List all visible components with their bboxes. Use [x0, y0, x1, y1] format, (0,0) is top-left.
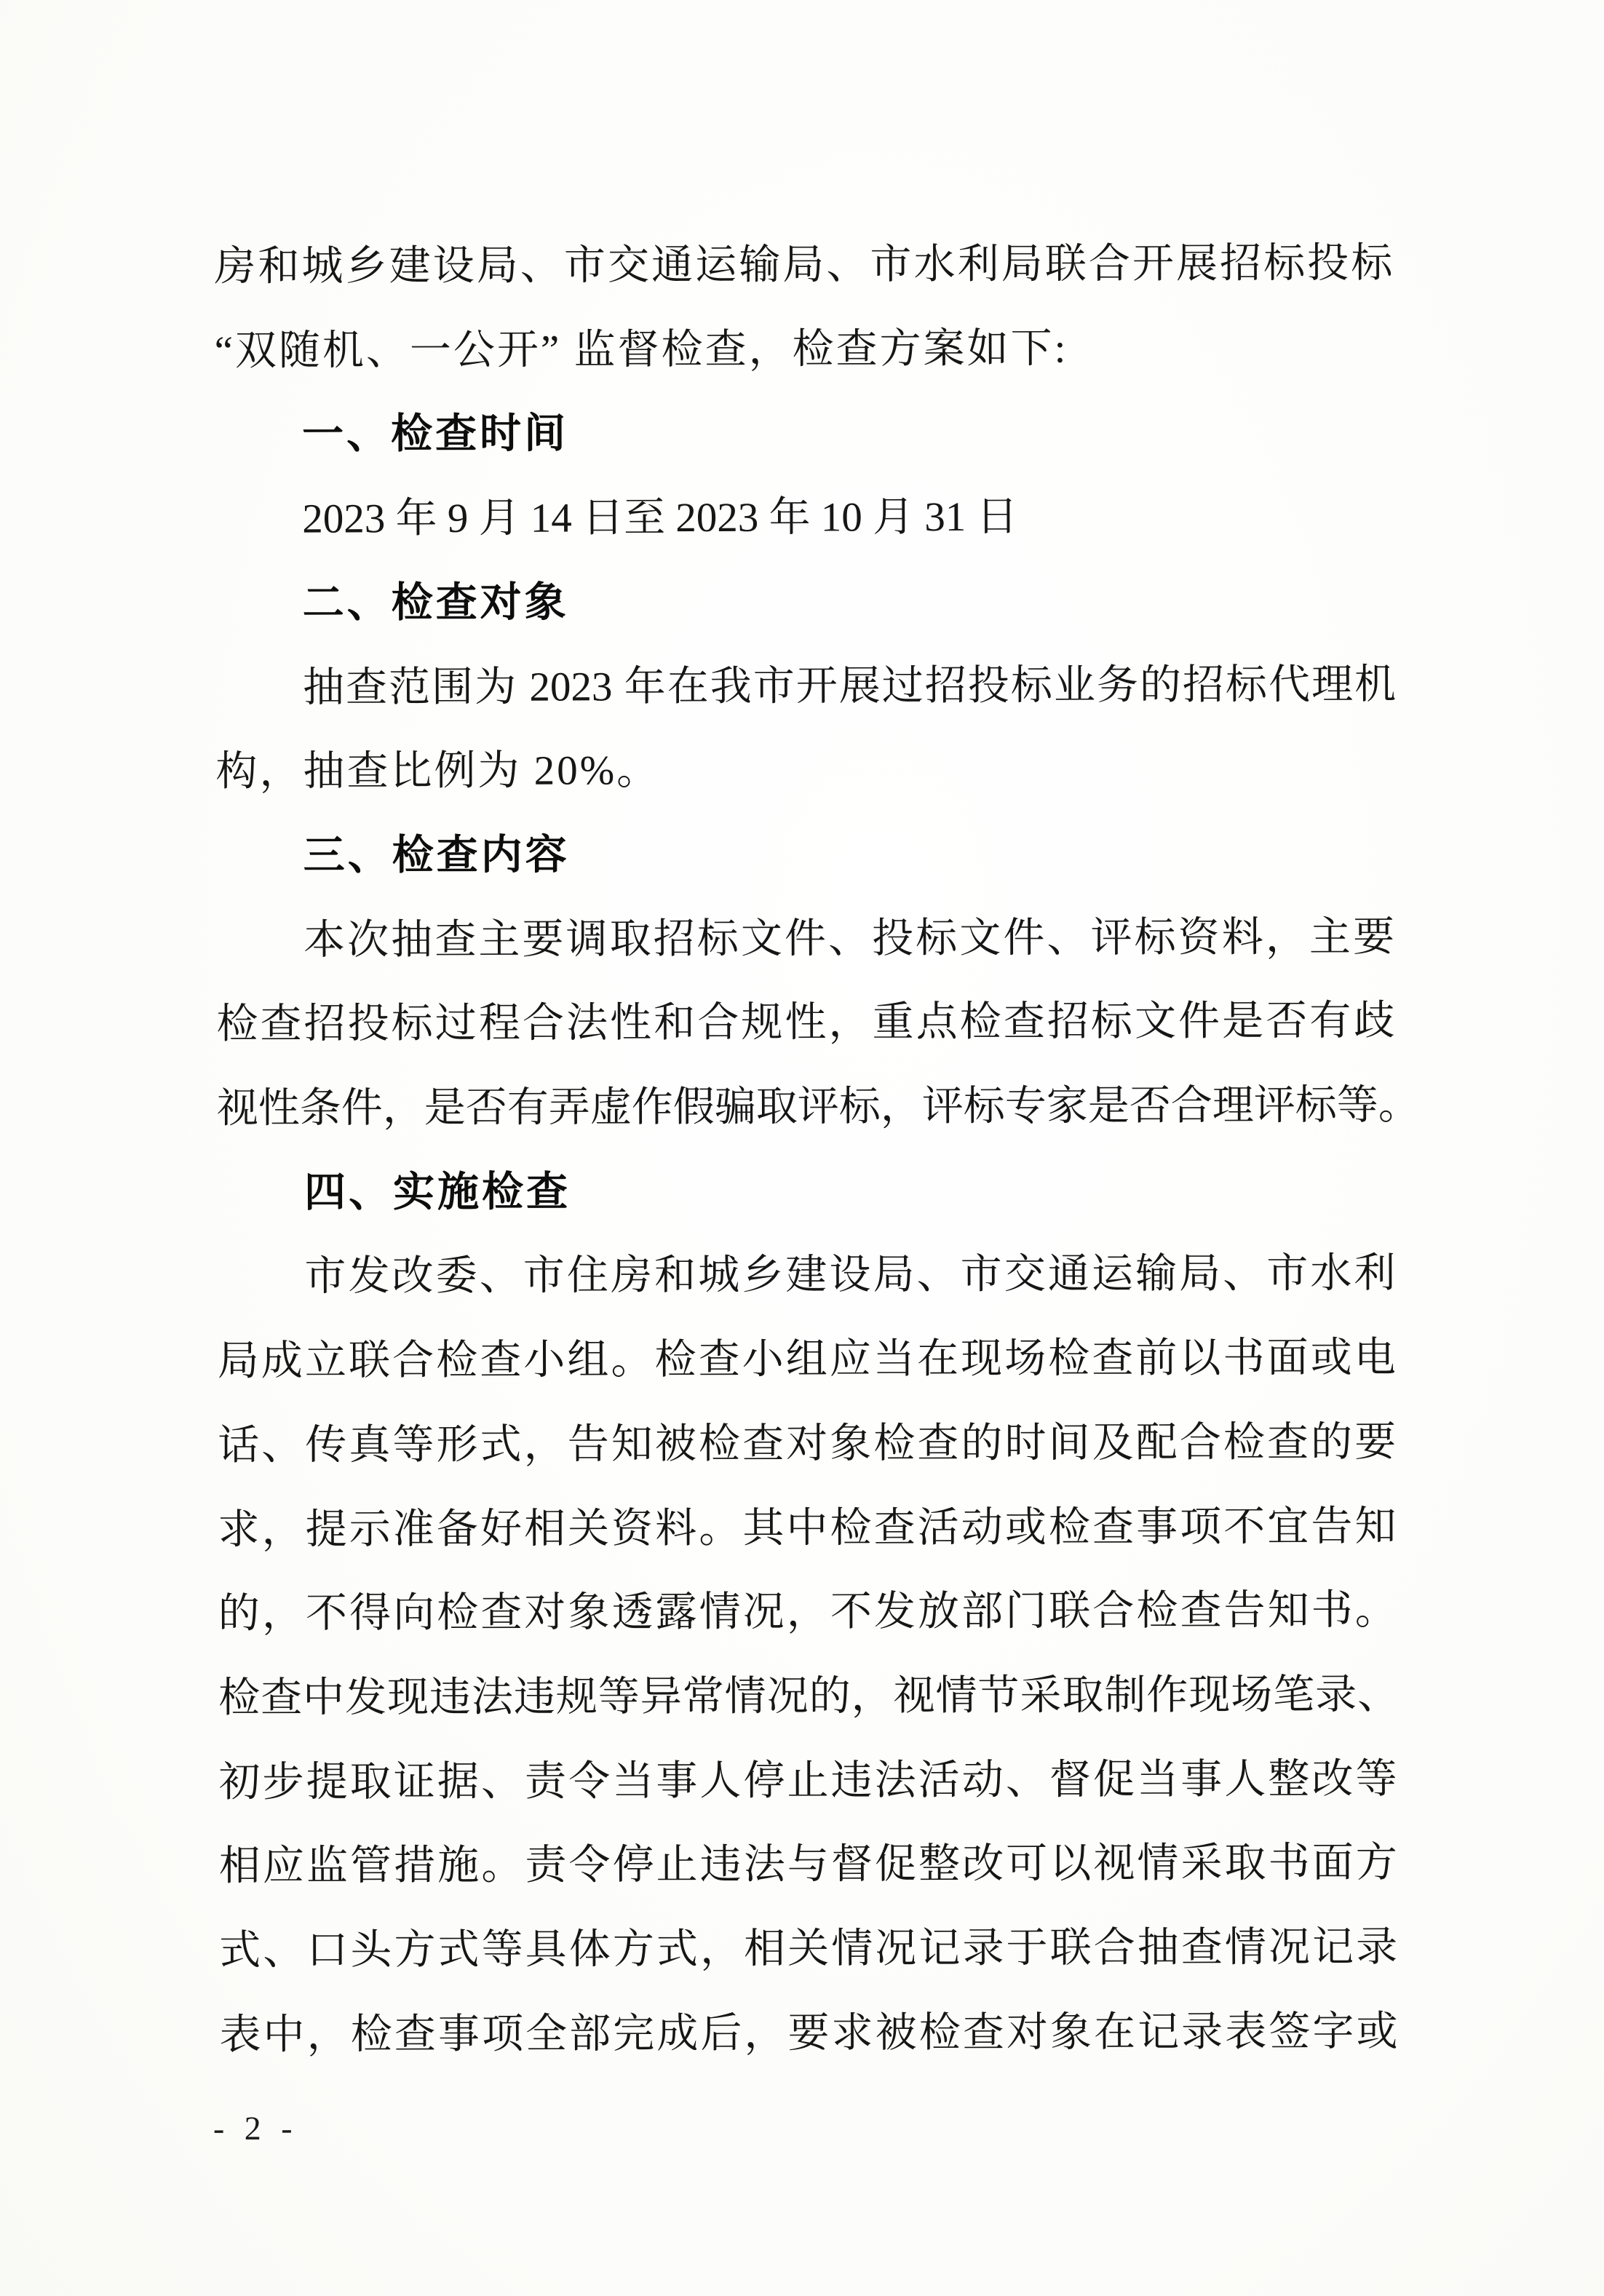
text-line: 的，不得向检查对象透露情况，不发放部门联合检查告知书。 [218, 1587, 1399, 1637]
text-line: 话、传真等形式，告知被检查对象检查的时间及配合检查的要 [218, 1419, 1399, 1469]
text-line: 市发改委、市住房和城乡建设局、市交通运输局、市水利 [304, 1250, 1398, 1300]
section-heading: 四、实施检查 [304, 1168, 571, 1216]
text-line: 检查招投标过程合法性和合规性，重点检查招标文件是否有歧 [216, 998, 1397, 1048]
text-line: 求，提示准备好相关资料。其中检查活动或检查事项不宜告知 [218, 1503, 1399, 1553]
page-number: - 2 - [213, 2109, 298, 2148]
section-heading: 三、检查内容 [303, 831, 570, 879]
text-line: 视性条件，是否有弄虚作假骗取评标，评标专家是否合理评标等。 [216, 1082, 1420, 1132]
text-line: “双随机、一公开” 监督检查，检查方案如下: [214, 325, 1068, 374]
text-line: 抽查范围为 2023 年在我市开展过招投标业务的招标代理机 [302, 661, 1397, 711]
text-line: 局成立联合检查小组。检查小组应当在现场检查前以书面或电 [217, 1335, 1398, 1385]
text-line: 表中，检查事项全部完成后，要求被检查对象在记录表签字或 [219, 2008, 1400, 2058]
text-line: 式、口头方式等具体方式，相关情况记录于联合抽查情况记录 [219, 1924, 1400, 1974]
text-line: 2023 年 9 月 14 日至 2023 年 10 月 31 日 [302, 493, 1018, 542]
section-heading: 一、检查时间 [301, 410, 569, 458]
document-body [214, 221, 1420, 2077]
text-line: 相应监管措施。责令停止违法与督促整改可以视情采取书面方 [218, 1840, 1399, 1890]
text-line: 房和城乡建设局、市交通运输局、市水利局联合开展招标投标 [214, 240, 1395, 290]
text-line: 检查中发现违法违规等异常情况的，视情节采取制作现场笔录、 [218, 1672, 1399, 1721]
text-line: 构，抽查比例为 20%。 [215, 747, 661, 795]
text-line: 本次抽查主要调取招标文件、投标文件、评标资料，主要 [303, 913, 1397, 964]
text-line: 初步提取证据、责令当事人停止违法活动、督促当事人整改等 [218, 1755, 1399, 1806]
section-heading: 二、检查对象 [302, 579, 569, 627]
